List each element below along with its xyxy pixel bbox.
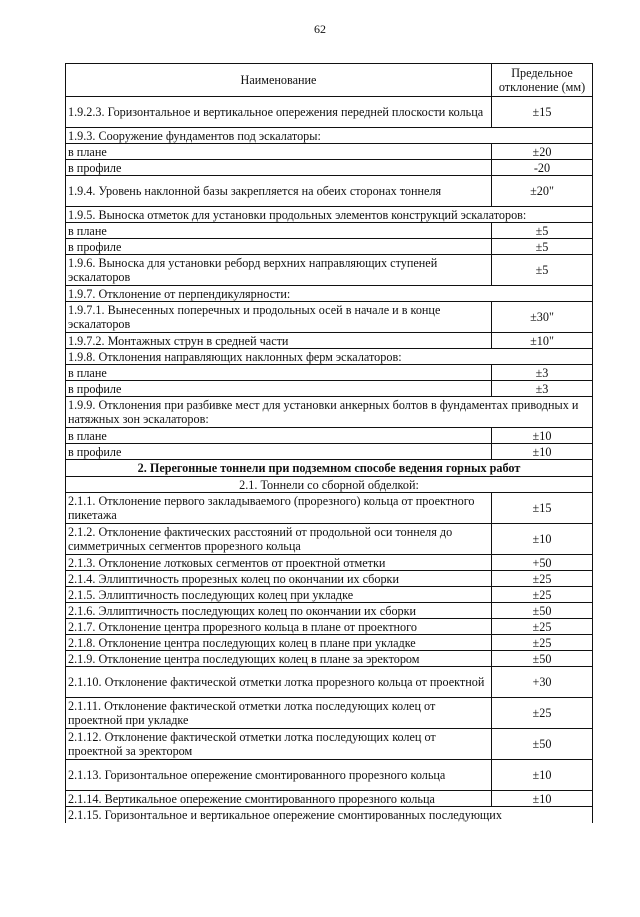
- subsection-heading-row: [66, 477, 593, 493]
- row-value-cell: ±25: [492, 619, 593, 635]
- row-value-cell: -20: [492, 160, 593, 176]
- row-name-cell: 2.1.12. Отклонение фактической отметки лотка последующих колец от проектной за эректором: [66, 729, 492, 760]
- row-value-cell: ±20": [492, 176, 593, 207]
- group-heading-row-cell: 1.9.8. Отклонения направляющих наклонных ферм эскалаторов:: [66, 349, 593, 365]
- table-row: [66, 255, 593, 286]
- row-value-cell: ±25: [492, 571, 593, 587]
- subsection-heading-row-cell: 2.1. Тоннели со сборной обделкой:: [66, 477, 593, 493]
- row-name-cell: 1.9.2.3. Горизонтальное и вертикальное опережения передней плоскости кольца: [66, 97, 492, 128]
- group-heading-row: [66, 349, 593, 365]
- table-row: [66, 333, 593, 349]
- table-header-row: [66, 64, 593, 97]
- table-row: [66, 444, 593, 460]
- row-value-cell: ±50: [492, 651, 593, 667]
- table-row: [66, 144, 593, 160]
- table-row: [66, 587, 593, 603]
- table-row: [66, 760, 593, 791]
- row-name-cell: 1.9.7.1. Вынесенных поперечных и продольных осей в начале и в конце эскалаторов: [66, 302, 492, 333]
- tolerance-table: [65, 63, 593, 823]
- row-name-cell: в профиле: [66, 444, 492, 460]
- row-name-cell: 2.1.3. Отклонение лотковых сегментов от проектной отметки: [66, 555, 492, 571]
- row-name-cell: 2.1.4. Эллиптичность прорезных колец по окончании их сборки: [66, 571, 492, 587]
- table-row: [66, 524, 593, 555]
- table-row: [66, 635, 593, 651]
- row-name-cell: 2.1.14. Вертикальное опережение смонтированного прорезного кольца: [66, 791, 492, 807]
- table-body: [66, 97, 593, 824]
- row-value-cell: ±10: [492, 760, 593, 791]
- row-value-cell: ±25: [492, 635, 593, 651]
- row-name-cell: 2.1.9. Отклонение центра последующих колец в плане за эректором: [66, 651, 492, 667]
- row-value-cell: ±20: [492, 144, 593, 160]
- row-name-cell: 2.1.11. Отклонение фактической отметки лотка последующих колец от проектной при укладке: [66, 698, 492, 729]
- table-row: [66, 223, 593, 239]
- row-name-cell: 1.9.6. Выноска для установки реборд верхних направляющих ступеней эскалаторов: [66, 255, 492, 286]
- row-name-cell: 2.1.10. Отклонение фактической отметки лотка прорезного кольца от проектной: [66, 667, 492, 698]
- page-number: 62: [314, 22, 326, 36]
- row-name-cell: 2.1.13. Горизонтальное опережение смонтированного прорезного кольца: [66, 760, 492, 791]
- table-row: [66, 603, 593, 619]
- row-name-cell: в профиле: [66, 381, 492, 397]
- row-name-cell: в профиле: [66, 239, 492, 255]
- row-name-cell: в профиле: [66, 160, 492, 176]
- section-heading-row-cell: 2. Перегонные тоннели при подземном способе ведения горных работ: [66, 460, 593, 477]
- row-name-cell: 1.9.7.2. Монтажных струн в средней части: [66, 333, 492, 349]
- row-name-cell: 1.9.4. Уровень наклонной базы закрепляется на обеих сторонах тоннеля: [66, 176, 492, 207]
- row-value-cell: ±3: [492, 365, 593, 381]
- row-value-cell: ±5: [492, 223, 593, 239]
- row-name-cell: в плане: [66, 365, 492, 381]
- table-row: [66, 97, 593, 128]
- row-value-cell: ±25: [492, 698, 593, 729]
- row-value-cell: ±15: [492, 493, 593, 524]
- table-row: [66, 729, 593, 760]
- row-value-cell: ±5: [492, 239, 593, 255]
- group-heading-row: [66, 397, 593, 428]
- group-heading-row: [66, 286, 593, 302]
- row-value-cell: ±5: [492, 255, 593, 286]
- group-heading-row-cell: 1.9.3. Сооружение фундаментов под эскалаторы:: [66, 128, 593, 144]
- table-row: [66, 571, 593, 587]
- row-value-cell: ±3: [492, 381, 593, 397]
- group-heading-row-cell: 1.9.7. Отклонение от перпендикулярности:: [66, 286, 593, 302]
- row-value-cell: ±10: [492, 524, 593, 555]
- row-value-cell: +50: [492, 555, 593, 571]
- table-row: [66, 791, 593, 807]
- row-value-cell: +30: [492, 667, 593, 698]
- table-row: [66, 667, 593, 698]
- row-value-cell: ±10: [492, 444, 593, 460]
- table-row: [66, 365, 593, 381]
- section-heading-row: [66, 460, 593, 477]
- table-row-cell: 2.1.15. Горизонтальное и вертикальное опережение смонтированных последующих: [66, 807, 593, 824]
- table-row: [66, 176, 593, 207]
- table-row: [66, 651, 593, 667]
- group-heading-row-cell: 1.9.9. Отклонения при разбивке мест для установки анкерных болтов в фундаментах приводных и натяжных зон эскалаторов:: [66, 397, 593, 428]
- table-row: [66, 493, 593, 524]
- row-name-cell: 2.1.6. Эллиптичность последующих колец по окончании их сборки: [66, 603, 492, 619]
- row-value-cell: ±10: [492, 428, 593, 444]
- group-heading-row-cell: 1.9.5. Выноска отметок для установки продольных элементов конструкций эскалаторов:: [66, 207, 593, 223]
- row-value-cell: ±10": [492, 333, 593, 349]
- group-heading-row: [66, 128, 593, 144]
- table-row: [66, 302, 593, 333]
- group-heading-row: [66, 207, 593, 223]
- row-value-cell: ±10: [492, 791, 593, 807]
- row-value-cell: ±50: [492, 729, 593, 760]
- table-row: [66, 381, 593, 397]
- column-header-deviation: Предельное отклонение (мм): [492, 64, 593, 97]
- row-name-cell: 2.1.2. Отклонение фактических расстояний от продольной оси тоннеля до симметричных сегментов прорезного кольца: [66, 524, 492, 555]
- row-value-cell: ±50: [492, 603, 593, 619]
- table-row: [66, 428, 593, 444]
- row-value-cell: ±30": [492, 302, 593, 333]
- row-name-cell: 2.1.5. Эллиптичность последующих колец при укладке: [66, 587, 492, 603]
- row-name-cell: 2.1.8. Отклонение центра последующих колец в плане при укладке: [66, 635, 492, 651]
- table-row: [66, 160, 593, 176]
- row-name-cell: в плане: [66, 428, 492, 444]
- row-name-cell: 2.1.7. Отклонение центра прорезного кольца в плане от проектного: [66, 619, 492, 635]
- table-row: [66, 555, 593, 571]
- table-row: [66, 239, 593, 255]
- table-row: [66, 698, 593, 729]
- row-name-cell: в плане: [66, 223, 492, 239]
- table-row: [66, 807, 593, 824]
- table-row: [66, 619, 593, 635]
- row-value-cell: ±25: [492, 587, 593, 603]
- row-name-cell: в плане: [66, 144, 492, 160]
- column-header-name: Наименование: [66, 64, 492, 97]
- row-value-cell: ±15: [492, 97, 593, 128]
- row-name-cell: 2.1.1. Отклонение первого закладываемого (прорезного) кольца от проектного пикетажа: [66, 493, 492, 524]
